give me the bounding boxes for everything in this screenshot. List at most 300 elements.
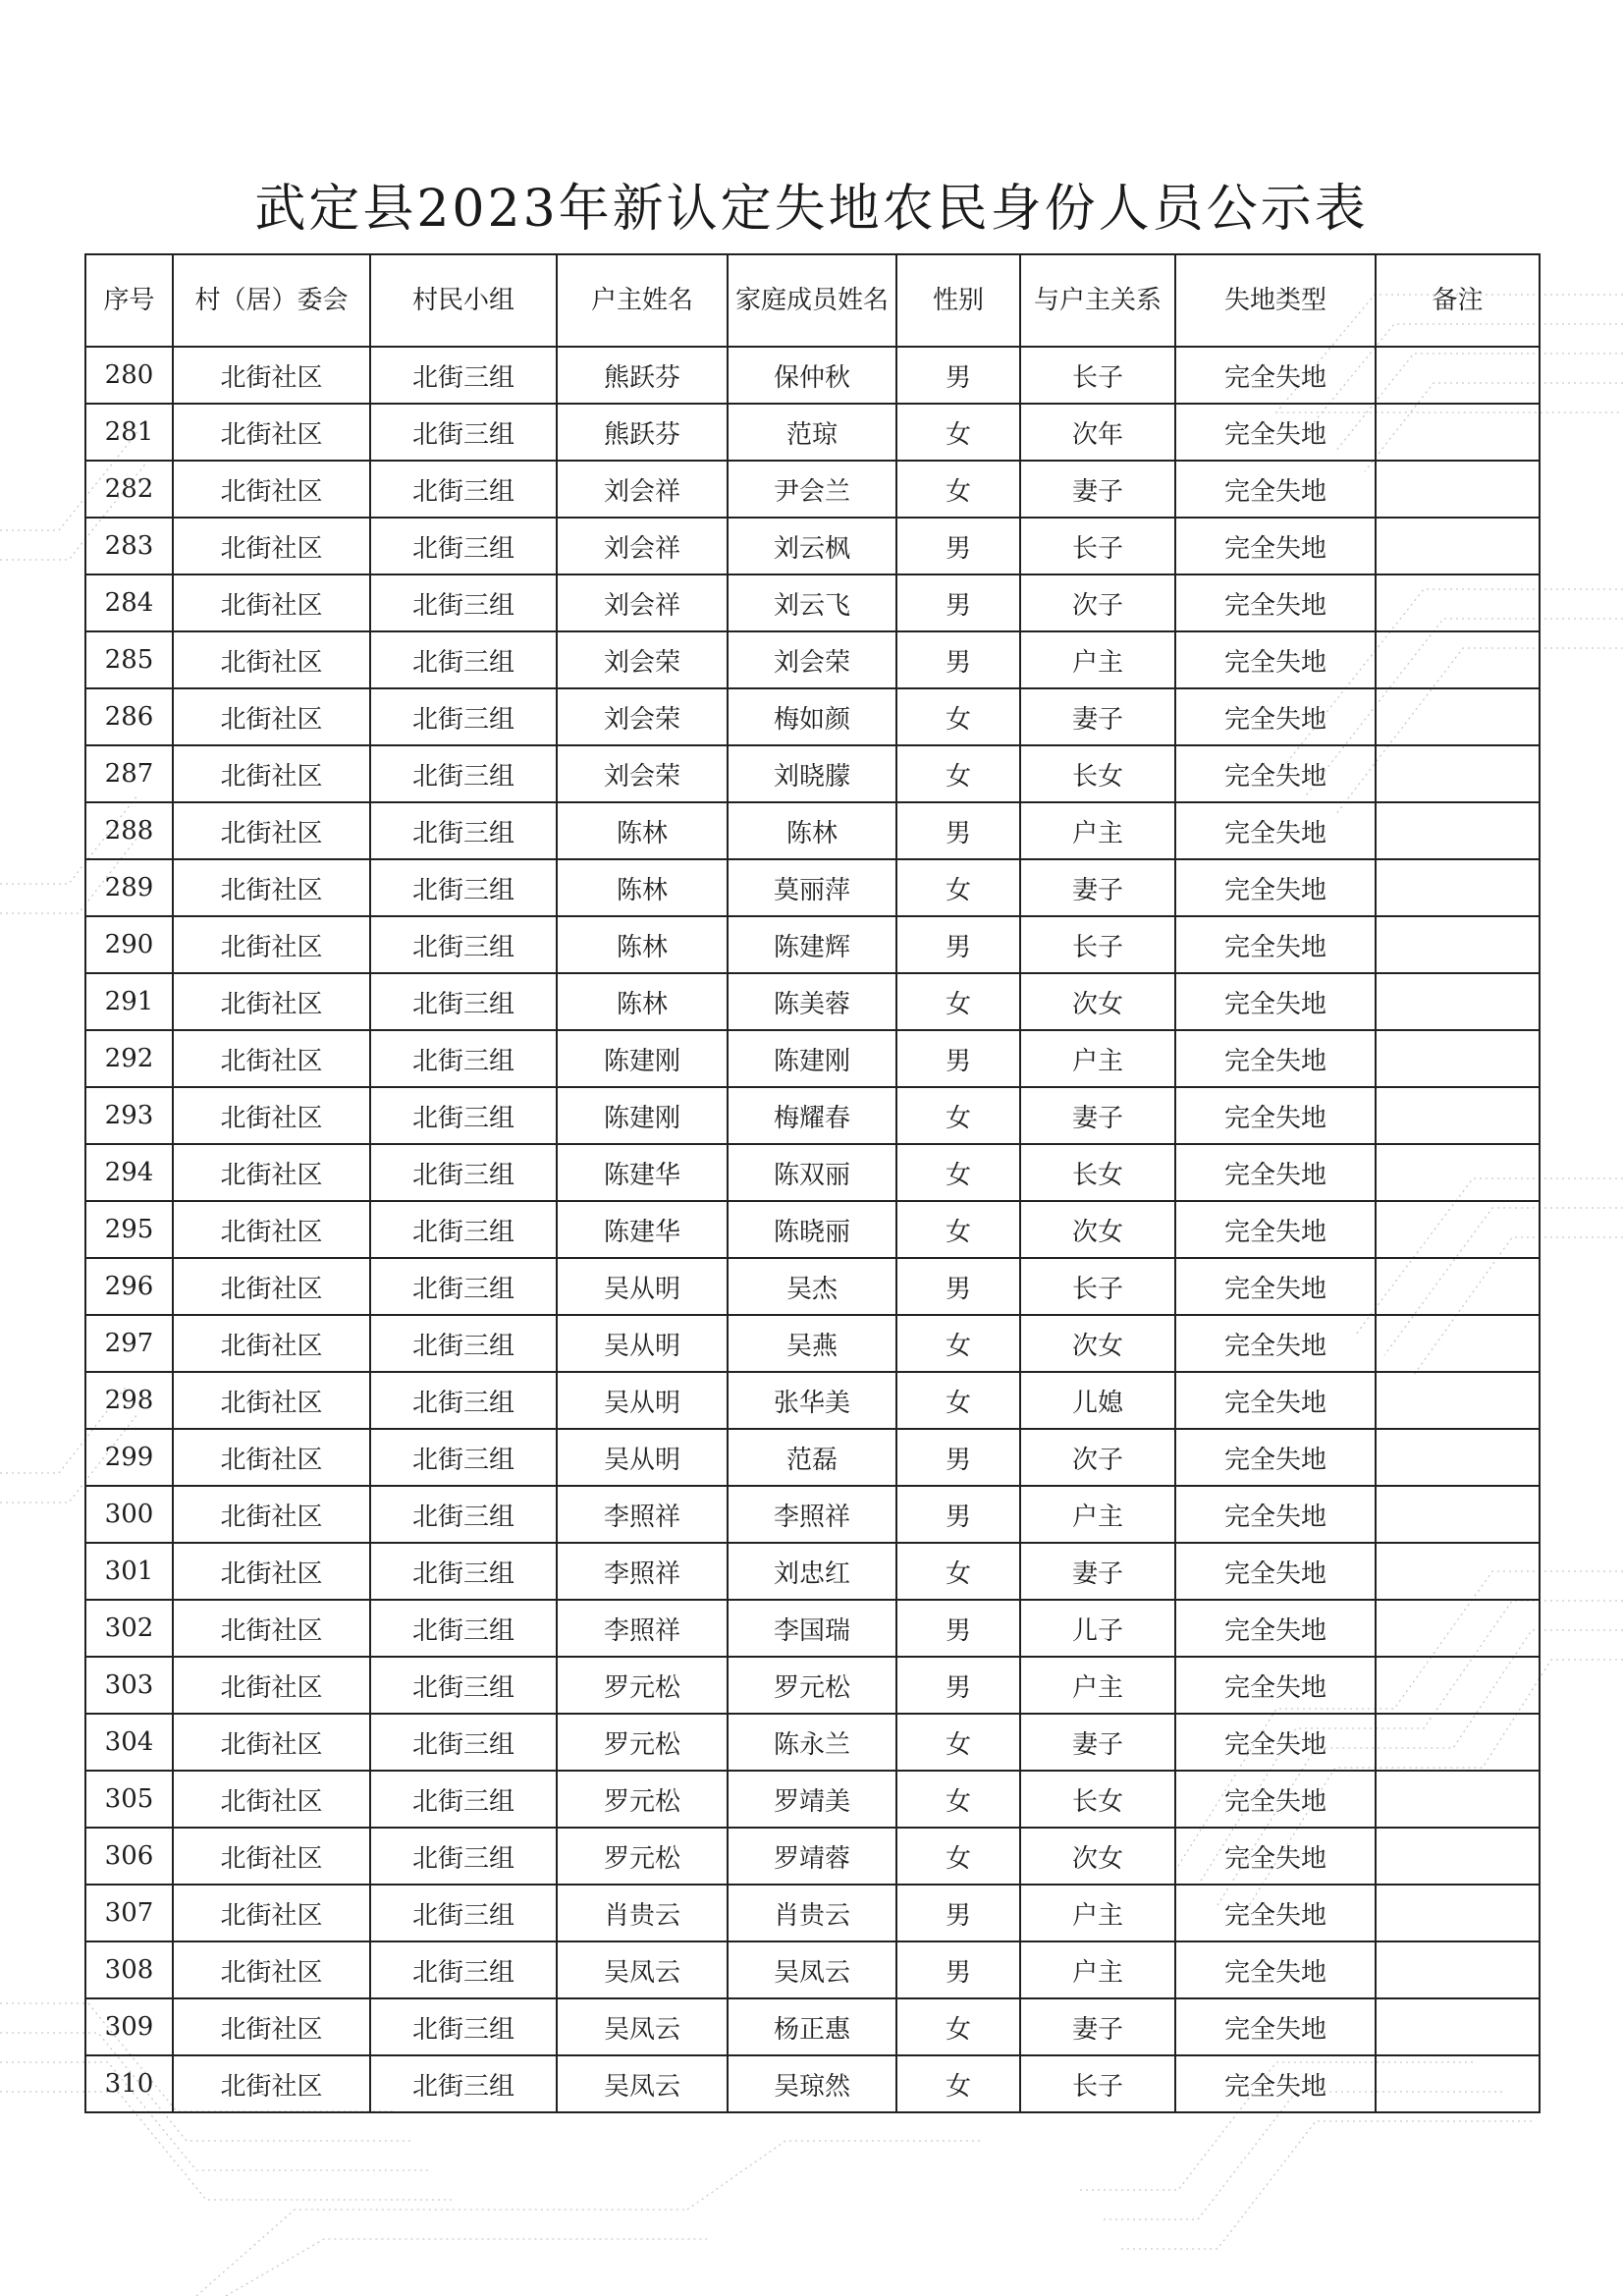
cell-villager-group: 北街三组 [370,1372,557,1429]
cell-index: 309 [85,1998,173,2055]
table-row [85,1885,1540,1941]
cell-land-loss-type: 完全失地 [1175,1543,1376,1600]
cell-householder-name: 刘会荣 [557,688,728,745]
cell-land-loss-type: 完全失地 [1175,1144,1376,1201]
cell-index: 297 [85,1315,173,1372]
cell-gender: 男 [896,802,1020,859]
cell-householder-name: 吴凤云 [557,1941,728,1998]
cell-committee: 北街社区 [173,1885,370,1941]
table-row [85,574,1540,631]
cell-land-loss-type: 完全失地 [1175,1714,1376,1771]
cell-remarks [1376,859,1540,916]
table-row [85,1429,1540,1486]
cell-relation: 长子 [1020,2055,1175,2112]
cell-remarks [1376,802,1540,859]
cell-member-name: 吴琼然 [728,2055,896,2112]
cell-committee: 北街社区 [173,1030,370,1087]
cell-index: 307 [85,1885,173,1941]
cell-villager-group: 北街三组 [370,1201,557,1258]
cell-member-name: 范磊 [728,1429,896,1486]
cell-relation: 次子 [1020,1429,1175,1486]
cell-relation: 妻子 [1020,688,1175,745]
cell-committee: 北街社区 [173,1144,370,1201]
cell-householder-name: 刘会祥 [557,518,728,574]
cell-householder-name: 陈建刚 [557,1087,728,1144]
cell-relation: 长女 [1020,1771,1175,1828]
cell-relation: 长子 [1020,916,1175,973]
cell-index: 290 [85,916,173,973]
cell-index: 289 [85,859,173,916]
table-row [85,631,1540,688]
header-land-loss-type: 失地类型 [1175,254,1376,347]
cell-land-loss-type: 完全失地 [1175,1429,1376,1486]
header-villager-group: 村民小组 [370,254,557,347]
cell-householder-name: 李照祥 [557,1486,728,1543]
cell-index: 292 [85,1030,173,1087]
cell-villager-group: 北街三组 [370,916,557,973]
cell-relation: 长子 [1020,347,1175,404]
cell-member-name: 刘忠红 [728,1543,896,1600]
cell-gender: 男 [896,1030,1020,1087]
cell-villager-group: 北街三组 [370,1258,557,1315]
cell-householder-name: 吴从明 [557,1372,728,1429]
header-householder-name: 户主姓名 [557,254,728,347]
table-row [85,973,1540,1030]
cell-householder-name: 陈林 [557,973,728,1030]
cell-committee: 北街社区 [173,1201,370,1258]
cell-householder-name: 刘会祥 [557,461,728,518]
cell-member-name: 罗靖美 [728,1771,896,1828]
cell-gender: 女 [896,745,1020,802]
cell-index: 303 [85,1657,173,1714]
cell-committee: 北街社区 [173,1998,370,2055]
cell-committee: 北街社区 [173,859,370,916]
cell-committee: 北街社区 [173,1941,370,1998]
cell-gender: 女 [896,973,1020,1030]
cell-land-loss-type: 完全失地 [1175,1201,1376,1258]
cell-member-name: 李照祥 [728,1486,896,1543]
cell-gender: 男 [896,1258,1020,1315]
cell-relation: 妻子 [1020,1714,1175,1771]
cell-villager-group: 北街三组 [370,1828,557,1885]
cell-land-loss-type: 完全失地 [1175,802,1376,859]
cell-remarks [1376,1657,1540,1714]
cell-land-loss-type: 完全失地 [1175,859,1376,916]
cell-villager-group: 北街三组 [370,1144,557,1201]
cell-land-loss-type: 完全失地 [1175,574,1376,631]
cell-land-loss-type: 完全失地 [1175,1372,1376,1429]
cell-remarks [1376,745,1540,802]
cell-householder-name: 罗元松 [557,1714,728,1771]
cell-land-loss-type: 完全失地 [1175,1600,1376,1657]
cell-villager-group: 北街三组 [370,631,557,688]
cell-remarks [1376,1771,1540,1828]
cell-member-name: 吴燕 [728,1315,896,1372]
cell-householder-name: 吴从明 [557,1258,728,1315]
cell-gender: 男 [896,347,1020,404]
cell-committee: 北街社区 [173,1315,370,1372]
cell-relation: 户主 [1020,802,1175,859]
cell-remarks [1376,1828,1540,1885]
cell-remarks [1376,1714,1540,1771]
cell-index: 308 [85,1941,173,1998]
cell-relation: 儿子 [1020,1600,1175,1657]
cell-gender: 女 [896,1087,1020,1144]
cell-index: 306 [85,1828,173,1885]
cell-gender: 男 [896,916,1020,973]
cell-relation: 儿媳 [1020,1372,1175,1429]
cell-committee: 北街社区 [173,2055,370,2112]
cell-land-loss-type: 完全失地 [1175,1998,1376,2055]
cell-relation: 次年 [1020,404,1175,461]
cell-householder-name: 陈建刚 [557,1030,728,1087]
cell-committee: 北街社区 [173,973,370,1030]
cell-householder-name: 刘会荣 [557,631,728,688]
cell-householder-name: 李照祥 [557,1543,728,1600]
cell-member-name: 杨正惠 [728,1998,896,2055]
cell-member-name: 刘晓朦 [728,745,896,802]
cell-member-name: 吴杰 [728,1258,896,1315]
cell-relation: 长子 [1020,518,1175,574]
header-committee: 村（居）委会 [173,254,370,347]
cell-householder-name: 刘会祥 [557,574,728,631]
cell-gender: 女 [896,1315,1020,1372]
cell-householder-name: 吴从明 [557,1315,728,1372]
cell-index: 296 [85,1258,173,1315]
header-member-name: 家庭成员姓名 [728,254,896,347]
cell-relation: 妻子 [1020,859,1175,916]
cell-relation: 次女 [1020,1828,1175,1885]
cell-committee: 北街社区 [173,1714,370,1771]
cell-index: 282 [85,461,173,518]
cell-gender: 女 [896,1771,1020,1828]
table-row [85,916,1540,973]
cell-householder-name: 罗元松 [557,1657,728,1714]
cell-remarks [1376,916,1540,973]
cell-committee: 北街社区 [173,916,370,973]
header-relation: 与户主关系 [1020,254,1175,347]
cell-land-loss-type: 完全失地 [1175,1828,1376,1885]
cell-member-name: 吴凤云 [728,1941,896,1998]
cell-householder-name: 熊跃芬 [557,347,728,404]
cell-gender: 女 [896,1144,1020,1201]
cell-relation: 户主 [1020,1941,1175,1998]
cell-relation: 户主 [1020,1030,1175,1087]
cell-remarks [1376,574,1540,631]
cell-member-name: 陈建辉 [728,916,896,973]
cell-index: 298 [85,1372,173,1429]
cell-committee: 北街社区 [173,1486,370,1543]
header-gender: 性别 [896,254,1020,347]
cell-remarks [1376,461,1540,518]
cell-index: 300 [85,1486,173,1543]
table-row [85,1030,1540,1087]
table-row [85,1486,1540,1543]
cell-member-name: 刘云飞 [728,574,896,631]
cell-gender: 女 [896,1372,1020,1429]
cell-land-loss-type: 完全失地 [1175,1087,1376,1144]
cell-householder-name: 陈建华 [557,1144,728,1201]
cell-land-loss-type: 完全失地 [1175,347,1376,404]
cell-committee: 北街社区 [173,574,370,631]
cell-committee: 北街社区 [173,631,370,688]
cell-remarks [1376,347,1540,404]
cell-gender: 男 [896,518,1020,574]
cell-gender: 女 [896,688,1020,745]
cell-remarks [1376,1885,1540,1941]
table-row [85,1998,1540,2055]
header-index: 序号 [85,254,173,347]
cell-relation: 户主 [1020,1885,1175,1941]
cell-villager-group: 北街三组 [370,2055,557,2112]
cell-land-loss-type: 完全失地 [1175,1657,1376,1714]
cell-member-name: 陈永兰 [728,1714,896,1771]
table-row [85,404,1540,461]
cell-villager-group: 北街三组 [370,1486,557,1543]
cell-gender: 女 [896,859,1020,916]
table-row [85,518,1540,574]
cell-gender: 女 [896,461,1020,518]
cell-remarks [1376,688,1540,745]
cell-land-loss-type: 完全失地 [1175,916,1376,973]
cell-index: 287 [85,745,173,802]
cell-remarks [1376,2055,1540,2112]
page-title: 武定县2023年新认定失地农民身份人员公示表 [254,180,1369,239]
cell-member-name: 陈美蓉 [728,973,896,1030]
cell-committee: 北街社区 [173,1429,370,1486]
cell-land-loss-type: 完全失地 [1175,1258,1376,1315]
cell-relation: 户主 [1020,1657,1175,1714]
cell-gender: 女 [896,1543,1020,1600]
cell-householder-name: 刘会荣 [557,745,728,802]
cell-committee: 北街社区 [173,518,370,574]
table-row [85,1771,1540,1828]
cell-index: 305 [85,1771,173,1828]
cell-index: 288 [85,802,173,859]
cell-member-name: 梅如颜 [728,688,896,745]
cell-gender: 女 [896,1828,1020,1885]
cell-villager-group: 北街三组 [370,404,557,461]
cell-committee: 北街社区 [173,1828,370,1885]
table-row [85,1144,1540,1201]
cell-member-name: 尹会兰 [728,461,896,518]
table-row [85,1828,1540,1885]
cell-gender: 男 [896,1885,1020,1941]
cell-index: 310 [85,2055,173,2112]
cell-land-loss-type: 完全失地 [1175,461,1376,518]
cell-relation: 妻子 [1020,1998,1175,2055]
cell-gender: 男 [896,1600,1020,1657]
cell-land-loss-type: 完全失地 [1175,1941,1376,1998]
cell-remarks [1376,1998,1540,2055]
cell-land-loss-type: 完全失地 [1175,1030,1376,1087]
cell-gender: 女 [896,1998,1020,2055]
cell-villager-group: 北街三组 [370,1714,557,1771]
cell-remarks [1376,518,1540,574]
cell-land-loss-type: 完全失地 [1175,2055,1376,2112]
cell-remarks [1376,1941,1540,1998]
cell-villager-group: 北街三组 [370,518,557,574]
cell-member-name: 陈林 [728,802,896,859]
cell-member-name: 张华美 [728,1372,896,1429]
cell-member-name: 刘云枫 [728,518,896,574]
cell-villager-group: 北街三组 [370,1885,557,1941]
cell-member-name: 陈双丽 [728,1144,896,1201]
cell-relation: 户主 [1020,1486,1175,1543]
cell-villager-group: 北街三组 [370,347,557,404]
cell-villager-group: 北街三组 [370,1998,557,2055]
cell-relation: 长子 [1020,1258,1175,1315]
cell-relation: 次子 [1020,574,1175,631]
cell-householder-name: 罗元松 [557,1828,728,1885]
cell-committee: 北街社区 [173,1600,370,1657]
cell-villager-group: 北街三组 [370,1315,557,1372]
cell-member-name: 罗靖蓉 [728,1828,896,1885]
cell-villager-group: 北街三组 [370,745,557,802]
cell-committee: 北街社区 [173,1087,370,1144]
cell-committee: 北街社区 [173,1372,370,1429]
cell-index: 284 [85,574,173,631]
cell-committee: 北街社区 [173,1771,370,1828]
cell-index: 294 [85,1144,173,1201]
cell-relation: 长女 [1020,745,1175,802]
cell-member-name: 陈建刚 [728,1030,896,1087]
table-row [85,745,1540,802]
table-row [85,1201,1540,1258]
cell-index: 302 [85,1600,173,1657]
cell-householder-name: 陈建华 [557,1201,728,1258]
cell-gender: 男 [896,631,1020,688]
cell-householder-name: 吴凤云 [557,2055,728,2112]
cell-member-name: 肖贵云 [728,1885,896,1941]
cell-relation: 次女 [1020,1315,1175,1372]
cell-remarks [1376,1372,1540,1429]
cell-gender: 女 [896,1714,1020,1771]
cell-land-loss-type: 完全失地 [1175,1486,1376,1543]
cell-index: 291 [85,973,173,1030]
cell-remarks [1376,1315,1540,1372]
cell-householder-name: 陈林 [557,802,728,859]
table-row [85,1714,1540,1771]
cell-villager-group: 北街三组 [370,1429,557,1486]
table-row [85,859,1540,916]
cell-householder-name: 陈林 [557,916,728,973]
cell-relation: 次女 [1020,973,1175,1030]
cell-villager-group: 北街三组 [370,973,557,1030]
cell-remarks [1376,631,1540,688]
cell-relation: 长女 [1020,1144,1175,1201]
cell-villager-group: 北街三组 [370,461,557,518]
cell-remarks [1376,1258,1540,1315]
cell-committee: 北街社区 [173,688,370,745]
cell-committee: 北街社区 [173,1258,370,1315]
cell-member-name: 罗元松 [728,1657,896,1714]
cell-householder-name: 陈林 [557,859,728,916]
cell-member-name: 陈晓丽 [728,1201,896,1258]
cell-land-loss-type: 完全失地 [1175,1771,1376,1828]
cell-villager-group: 北街三组 [370,1030,557,1087]
cell-index: 280 [85,347,173,404]
cell-land-loss-type: 完全失地 [1175,745,1376,802]
cell-householder-name: 吴凤云 [557,1998,728,2055]
cell-index: 286 [85,688,173,745]
table-header-row [85,254,1540,347]
cell-gender: 男 [896,1429,1020,1486]
cell-remarks [1376,1429,1540,1486]
cell-villager-group: 北街三组 [370,1771,557,1828]
cell-villager-group: 北街三组 [370,1543,557,1600]
cell-member-name: 莫丽萍 [728,859,896,916]
cell-householder-name: 罗元松 [557,1771,728,1828]
cell-villager-group: 北街三组 [370,859,557,916]
cell-committee: 北街社区 [173,404,370,461]
cell-gender: 女 [896,404,1020,461]
cell-gender: 男 [896,574,1020,631]
cell-index: 293 [85,1087,173,1144]
cell-committee: 北街社区 [173,1543,370,1600]
cell-remarks [1376,1144,1540,1201]
cell-householder-name: 李照祥 [557,1600,728,1657]
cell-relation: 妻子 [1020,461,1175,518]
cell-villager-group: 北街三组 [370,688,557,745]
table-row [85,1941,1540,1998]
cell-remarks [1376,973,1540,1030]
cell-gender: 男 [896,1657,1020,1714]
table-row [85,1087,1540,1144]
cell-committee: 北街社区 [173,1657,370,1714]
cell-villager-group: 北街三组 [370,1087,557,1144]
cell-land-loss-type: 完全失地 [1175,1315,1376,1372]
cell-remarks [1376,404,1540,461]
cell-remarks [1376,1600,1540,1657]
table-row [85,802,1540,859]
table-row [85,1258,1540,1315]
cell-remarks [1376,1486,1540,1543]
cell-index: 295 [85,1201,173,1258]
cell-land-loss-type: 完全失地 [1175,404,1376,461]
cell-land-loss-type: 完全失地 [1175,688,1376,745]
cell-remarks [1376,1087,1540,1144]
cell-land-loss-type: 完全失地 [1175,631,1376,688]
table-row [85,1543,1540,1600]
cell-land-loss-type: 完全失地 [1175,1885,1376,1941]
cell-remarks [1376,1543,1540,1600]
roster-table [84,253,1541,2113]
cell-member-name: 李国瑞 [728,1600,896,1657]
cell-index: 299 [85,1429,173,1486]
header-remarks: 备注 [1376,254,1540,347]
cell-index: 285 [85,631,173,688]
cell-index: 301 [85,1543,173,1600]
cell-gender: 男 [896,1486,1020,1543]
cell-land-loss-type: 完全失地 [1175,518,1376,574]
cell-villager-group: 北街三组 [370,802,557,859]
cell-householder-name: 肖贵云 [557,1885,728,1941]
table-row [85,1372,1540,1429]
table-row [85,688,1540,745]
cell-villager-group: 北街三组 [370,1657,557,1714]
cell-villager-group: 北街三组 [370,1600,557,1657]
cell-villager-group: 北街三组 [370,574,557,631]
cell-householder-name: 熊跃芬 [557,404,728,461]
cell-relation: 户主 [1020,631,1175,688]
cell-remarks [1376,1201,1540,1258]
cell-index: 281 [85,404,173,461]
cell-member-name: 保仲秋 [728,347,896,404]
cell-gender: 女 [896,1201,1020,1258]
cell-householder-name: 吴从明 [557,1429,728,1486]
cell-committee: 北街社区 [173,802,370,859]
